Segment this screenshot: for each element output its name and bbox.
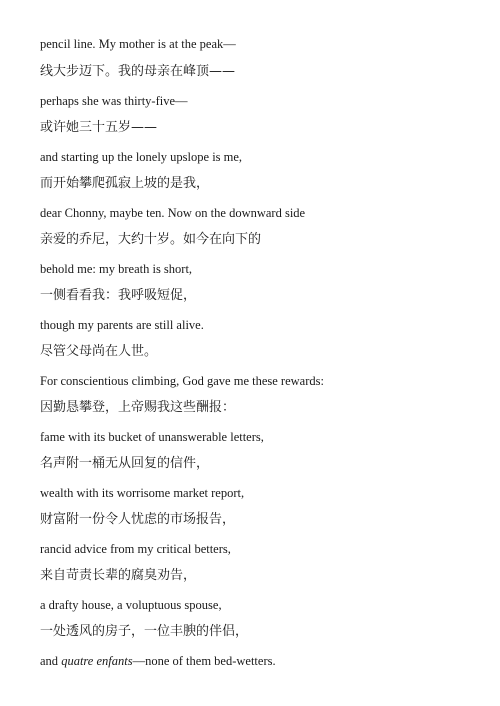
poem-line-en: dear Chonny, maybe ten. Now on the downward side — [40, 206, 306, 220]
poem-line-zh: 一处透风的房子，一位丰腴的伴侣， — [40, 624, 249, 639]
poem-line-zh: 而开始攀爬孤寂上坡的是我， — [40, 176, 210, 191]
poem-line-zh: 因勤恳攀登，上帝赐我这些酬报： — [40, 400, 236, 415]
poem-line-zh: 或许她三十五岁—— — [40, 120, 158, 135]
poem-line-en: rancid advice from my critical betters, — [40, 542, 231, 556]
poem-line-zh: 线大步迈下。我的母亲在峰顶—— — [40, 64, 236, 79]
poem-line-en: a drafty house, a voluptuous spouse, — [40, 598, 222, 612]
poem-line-en-last — [40, 653, 276, 669]
poem-line-en: though my parents are still alive. — [40, 318, 204, 332]
poem-line-en: wealth with its worrisome market report, — [40, 486, 245, 500]
poem-line-en: behold me: my breath is short, — [40, 262, 193, 276]
last-line-suffix: —none of them bed-wetters. — [132, 654, 276, 668]
poem-line-en: perhaps she was thirty-five— — [40, 94, 188, 108]
poem-line-en: For conscientious climbing, God gave me these rewards: — [40, 374, 324, 388]
poem-line-en: fame with its bucket of unanswerable letters, — [40, 430, 264, 444]
poem-line-zh: 亲爱的乔尼，大约十岁。如今在向下的 — [40, 232, 262, 247]
poem-line-en: pencil line. My mother is at the peak— — [40, 37, 236, 51]
poem-line-en: and starting up the lonely upslope is me, — [40, 150, 243, 164]
poem-line-zh: 一侧看看我：我呼吸短促， — [40, 288, 197, 303]
poem-line-zh: 尽管父母尚在人世。 — [40, 344, 158, 359]
last-line-italic: quatre enfants — [61, 654, 133, 668]
last-line-prefix: and — [40, 654, 62, 668]
poem-line-zh: 名声附一桶无从回复的信件， — [40, 456, 210, 471]
poem-line-zh: 来自苛责长辈的腐臭劝告， — [40, 568, 197, 583]
poem-line-zh: 财富附一份令人忧虑的市场报告， — [40, 512, 236, 527]
